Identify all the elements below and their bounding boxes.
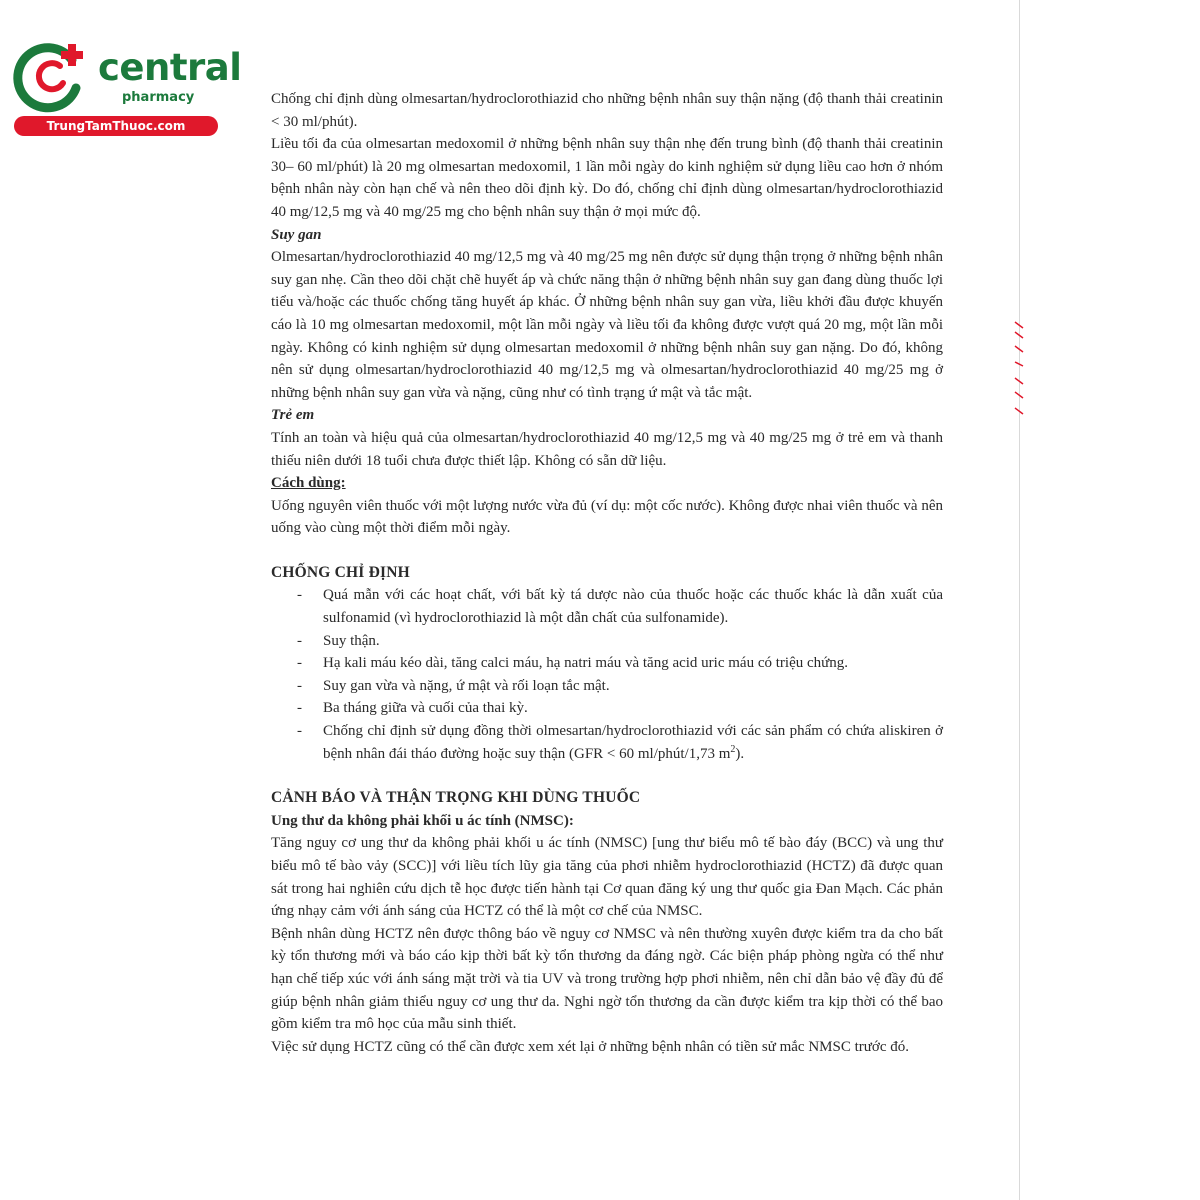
liver-heading: Suy gan <box>271 226 322 243</box>
contraindications-list <box>271 584 943 765</box>
central-pharmacy-logo[interactable] <box>10 38 242 138</box>
logo-brand: central <box>98 46 242 89</box>
contraindications-heading: CHỐNG CHỈ ĐỊNH <box>271 563 410 581</box>
nmsc-subheading: Ung thư da không phải khối u ác tính (NMSC): <box>271 812 574 829</box>
list-item: - Hạ kali máu kéo dài, tăng calci máu, hạ natri máu và tăng acid uric máu có triệu chứng. <box>297 655 849 672</box>
list-item: - Ba tháng giữa và cuối của thai kỳ. <box>297 700 528 717</box>
document-body <box>271 88 943 1058</box>
liver-paragraph: Olmesartan/hydroclorothiazid 40 mg/12,5 mg và 40 mg/25 mg nên được sử dụng thận trọng ở những bệnh nhân suy gan nhẹ. Cần theo dõi chặt chẽ huyết áp và chức năng thận ở những bệnh nhân suy gan đang dùng thuốc lợi tiểu và/hoặc các thuốc chống tăng huyết áp khác. Ở những bệnh nhân suy gan vừa, liều khởi đầu được khuyến cáo là 10 mg olmesartan medoxomil, một lần mỗi ngày và liều tối đa không được vượt quá 20 mg, một lần mỗi ngày. Không có kinh nghiệm sử dụng olmesartan medoxomil ở những bệnh nhân suy gan nặng. Do đó, không nên sử dụng olmesartan/hydroclorothiazid 40 mg/12,5 mg và olmesartan/hydroclorothiazid 40 mg/25 mg ở những bệnh nhân suy gan vừa và nặng, cũng như có tình trạng ứ mật và tắc mật. <box>271 249 943 401</box>
nmsc-paragraph-2: Bệnh nhân dùng HCTZ nên được thông báo về nguy cơ NMSC và nên thường xuyên được kiểm tra da cho bất kỳ tổn thương mới và báo cáo kịp thời bất kỳ tổn thương da đáng ngờ. Các biện pháp phòng ngừa có thể như hạn chế tiếp xúc với ánh sáng mặt trời và tia UV và trong trường hợp phơi nhiễm, nên chỉ dẫn bảo vệ đầy đủ để giúp bệnh nhân giảm thiểu nguy cơ ung thư da. Nghi ngờ tổn thương da cần được kiểm tra kịp thời có thể bao gồm kiểm tra mô học của mẫu sinh thiết. <box>271 925 943 1033</box>
logo-domain[interactable]: TrungTamThuoc.com <box>14 116 218 136</box>
list-item: - Quá mẫn với các hoạt chất, với bất kỳ tá dược nào của thuốc hoặc các thuốc khác là dẫn xuất của sulfonamid (vì hydroclorothiazid là một dẫn chất của sulfonamide). <box>297 587 943 627</box>
intro-paragraph-1: Chống chỉ định dùng olmesartan/hydroclorothiazid cho những bệnh nhân suy thận nặng (độ thanh thải creatinin < 30 ml/phút). <box>271 91 943 130</box>
list-item-tail: ). <box>735 745 745 762</box>
logo-subtitle: pharmacy <box>122 90 195 105</box>
list-item: - Suy thận. <box>297 632 380 649</box>
usage-paragraph: Uống nguyên viên thuốc với một lượng nước vừa đủ (ví dụ: một cốc nước). Không được nhai viên thuốc và nên uống vào cùng một thời điểm mỗi ngày. <box>271 497 943 537</box>
list-item-text: Hạ kali máu kéo dài, tăng calci máu, hạ natri máu và tăng acid uric máu có triệu chứng. <box>323 655 849 672</box>
list-item-text: Chống chỉ định sử dụng đồng thời olmesartan/hydroclorothiazid với các sản phẩm có chứa aliskiren ở bệnh nhân đái tháo đường hoặc suy thận (GFR < 60 ml/phút/1,73 m <box>323 723 943 762</box>
nmsc-paragraph-3: Việc sử dụng HCTZ cũng có thể cần được xem xét lại ở những bệnh nhân có tiền sử mắc NMSC trước đó. <box>271 1038 909 1055</box>
children-paragraph: Tính an toàn và hiệu quả của olmesartan/hydroclorothiazid 40 mg/12,5 mg và 40 mg/25 mg ở trẻ em và thanh thiếu niên dưới 18 tuổi chưa được thiết lập. Không có sẵn dữ liệu. <box>271 429 943 469</box>
superscript-2: 2 <box>730 743 736 755</box>
list-item-text: Ba tháng giữa và cuối của thai kỳ. <box>323 700 528 717</box>
list-item-text: Quá mẫn với các hoạt chất, với bất kỳ tá dược nào của thuốc hoặc các thuốc khác là dẫn xuất của sulfonamid (vì hydroclorothiazid là một dẫn chất của sulfonamide). <box>323 587 943 627</box>
warnings-heading: CẢNH BÁO VÀ THẬN TRỌNG KHI DÙNG THUỐC <box>271 789 641 807</box>
page-edge-line <box>1019 0 1020 1200</box>
list-item-text: Suy thận. <box>323 632 380 649</box>
nmsc-paragraph-1: Tăng nguy cơ ung thư da không phải khối u ác tính (NMSC) [ung thư biểu mô tế bào đáy (BCC) và ung thư biểu mô tế bào vảy (SCC)] với liều tích lũy gia tăng của phơi nhiễm hydroclorothiazid (HCTZ) đã được quan sát trong hai nghiên cứu dịch tễ học được tiến hành tại Cơ quan đăng ký ung thư quốc gia Đan Mạch. Các phản ứng nhạy cảm với ánh sáng của HCTZ có thể là một cơ chế của NMSC. <box>271 835 943 920</box>
list-item-text: Suy gan vừa và nặng, ứ mật và rối loạn tắc mật. <box>323 677 610 694</box>
list-item: - Chống chỉ định sử dụng đồng thời olmesartan/hydroclorothiazid với các sản phẩm có chứa aliskiren ở bệnh nhân đái tháo đường hoặc suy thận (GFR < 60 ml/phút/1,73 $m^2$). <box>297 723 943 762</box>
intro-paragraph-2: Liều tối đa của olmesartan medoxomil ở những bệnh nhân suy thận nhẹ đến trung bình (độ thanh thải creatinin 30– 60 ml/phút) là 20 mg olmesartan medoxomil, 1 lần mỗi ngày do kinh nghiệm sử dụng liều cao hơn ở nhóm bệnh nhân này còn hạn chế và nên theo dõi định kỳ. Do đó, chống chỉ định dùng olmesartan/hydroclorothiazid 40 mg/12,5 mg và 40 mg/25 mg cho bệnh nhân suy thận ở mọi mức độ. <box>271 136 943 220</box>
edge-stamp-marks-icon <box>1012 318 1026 428</box>
pharmacy-cross-icon <box>10 38 94 114</box>
list-item: - Suy gan vừa và nặng, ứ mật và rối loạn tắc mật. <box>297 677 610 694</box>
children-heading: Trẻ em <box>271 407 315 424</box>
usage-heading: Cách dùng: <box>271 475 346 492</box>
